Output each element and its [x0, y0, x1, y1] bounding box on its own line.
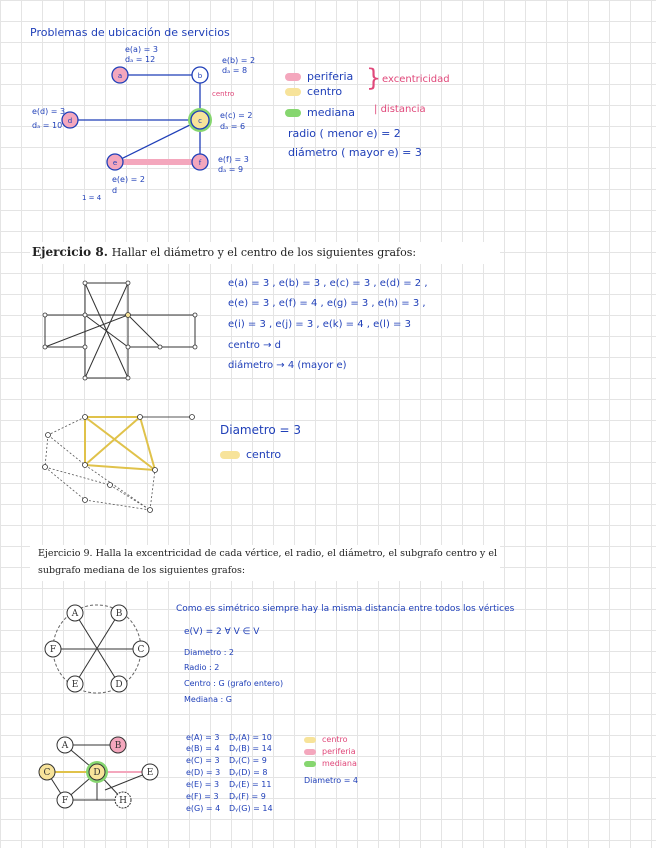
ej9-note1-4: Centro : G (grafo entero)	[184, 679, 284, 688]
g2-node-E: E	[146, 768, 154, 778]
g1-node-F: F	[49, 645, 57, 655]
node-label-a: a	[117, 72, 123, 80]
ej9-note1-3: Radio : 2	[184, 663, 220, 672]
g2-node-A: A	[61, 741, 69, 751]
ej9-note1-5: Mediana : G	[184, 695, 232, 704]
brace-icon: }	[366, 64, 382, 92]
label-e: e(e) = 2	[112, 175, 145, 184]
ej9-D-G: Dᵧ(G) = 14	[229, 804, 273, 813]
g1-node-B: B	[115, 609, 123, 619]
ej9-e-D: e(D) = 3	[186, 768, 221, 777]
ej9-note1-1: e(V) = 2 ∀ V ∈ V	[184, 627, 260, 637]
ej8-note-2: e(e) = 3 , e(f) = 4 , e(g) = 3 , e(h) = 3 ,	[228, 298, 426, 309]
label-d2: dₐ = 10	[32, 121, 63, 130]
ej9-e-C: e(C) = 3	[186, 756, 220, 765]
ej9-centro-swatch	[304, 737, 316, 743]
ej9-legend-mediana	[304, 759, 357, 768]
ej9-D-D: Dᵧ(D) = 8	[229, 768, 268, 777]
node-label-c: c	[198, 117, 202, 125]
ej8-heading-bold: Ejercicio 8.	[32, 245, 108, 259]
label-bottom: 1 = 4	[82, 194, 102, 202]
ej9-heading-2: subgrafo mediana de los siguientes grafos:	[38, 565, 246, 576]
label-c2: dₐ = 6	[220, 122, 246, 131]
label-a: e(a) = 3	[125, 45, 158, 54]
ej9-mediana-swatch	[304, 761, 316, 767]
node-label-b: b	[197, 72, 203, 80]
ej9-heading: Ejercicio 9. Halla la excentricidad de cada vértice, el radio, el diámetro, el subgrafo centro y el	[38, 548, 497, 559]
ej9-legend-periferia-label: periferia	[322, 747, 356, 756]
ej9-D-A: Dᵧ(A) = 10	[229, 733, 272, 742]
label-f2: dₐ = 9	[218, 165, 244, 174]
g2-node-D: D	[93, 768, 101, 778]
ej8-note-3: e(i) = 3 , e(j) = 3 , e(k) = 4 , e(l) = 3	[228, 319, 411, 330]
g1-node-E: E	[71, 680, 79, 690]
g2-node-H: H	[119, 796, 127, 806]
ej8-note-4: centro → d	[228, 340, 282, 351]
g2-node-F: F	[61, 796, 69, 806]
ej8-note-1: e(a) = 3 , e(b) = 3 , e(c) = 3 , e(d) = 2 ,	[228, 278, 428, 289]
diametro-text: diámetro ( mayor e) = 3	[288, 146, 422, 159]
ej9-D-F: Dᵧ(F) = 9	[229, 792, 266, 801]
legend-centro-label: centro	[307, 85, 343, 98]
legend-excentricidad: excentricidad	[382, 74, 450, 85]
label-c: e(c) = 2	[220, 111, 253, 120]
g2-node-C: C	[43, 768, 51, 778]
ej9-e-E: e(E) = 3	[186, 780, 220, 789]
g2-node-B: B	[114, 741, 122, 751]
label-b2: dₐ = 8	[222, 66, 248, 75]
legend-distancia: | distancia	[374, 104, 426, 115]
ej8-centro-label: centro	[246, 448, 282, 461]
ej8-note-5: diámetro → 4 (mayor e)	[228, 360, 347, 371]
legend-periferia-label: periferia	[307, 70, 354, 83]
ej9-e-G: e(G) = 4	[186, 804, 221, 813]
label-f: e(f) = 3	[218, 155, 249, 164]
center-note: centro	[212, 90, 235, 98]
legend-distancia-label: distancia	[380, 104, 426, 115]
node-label-d: d	[67, 117, 73, 125]
ej9-D-C: Dᵧ(C) = 9	[229, 756, 267, 765]
ej9-e-B: e(B) = 4	[186, 744, 220, 753]
label-b: e(b) = 2	[222, 56, 256, 65]
g1-node-D: D	[115, 680, 123, 690]
label-a2: dₐ = 12	[125, 55, 156, 64]
ej8-heading-text: Hallar el diámetro y el centro de los siguientes grafos:	[111, 246, 417, 259]
ej9-periferia-swatch	[304, 749, 316, 755]
ej9-note1-0: Como es simétrico siempre hay la misma distancia entre todos los vértices	[176, 604, 515, 614]
label-e2: d	[112, 186, 118, 195]
ej9-diametro: Diametro = 4	[304, 776, 359, 785]
section-title: Problemas de ubicación de servicios	[30, 26, 230, 39]
g1-node-A: A	[71, 609, 79, 619]
node-label-f: f	[198, 159, 202, 167]
ej9-D-B: Dᵧ(B) = 14	[229, 744, 272, 753]
ej9-note1-2: Diametro : 2	[184, 648, 235, 657]
ej9-e-A: e(A) = 3	[186, 733, 220, 742]
ej8-diametro2: Diametro = 3	[220, 423, 302, 437]
legend-mediana-label: mediana	[307, 106, 355, 119]
ej9-legend-centro	[304, 735, 348, 744]
radio-text: radio ( menor e) = 2	[288, 127, 401, 140]
node-label-e: e	[112, 159, 118, 167]
ej9-D-E: Dᵧ(E) = 11	[229, 780, 272, 789]
ej9-legend-mediana-label: mediana	[322, 759, 357, 768]
ej9-e-F: e(F) = 3	[186, 792, 219, 801]
ej9-legend-centro-label: centro	[322, 735, 348, 744]
ej9-legend-periferia	[304, 747, 356, 756]
label-d: e(d) = 3	[32, 107, 66, 116]
g1-node-C: C	[137, 645, 145, 655]
